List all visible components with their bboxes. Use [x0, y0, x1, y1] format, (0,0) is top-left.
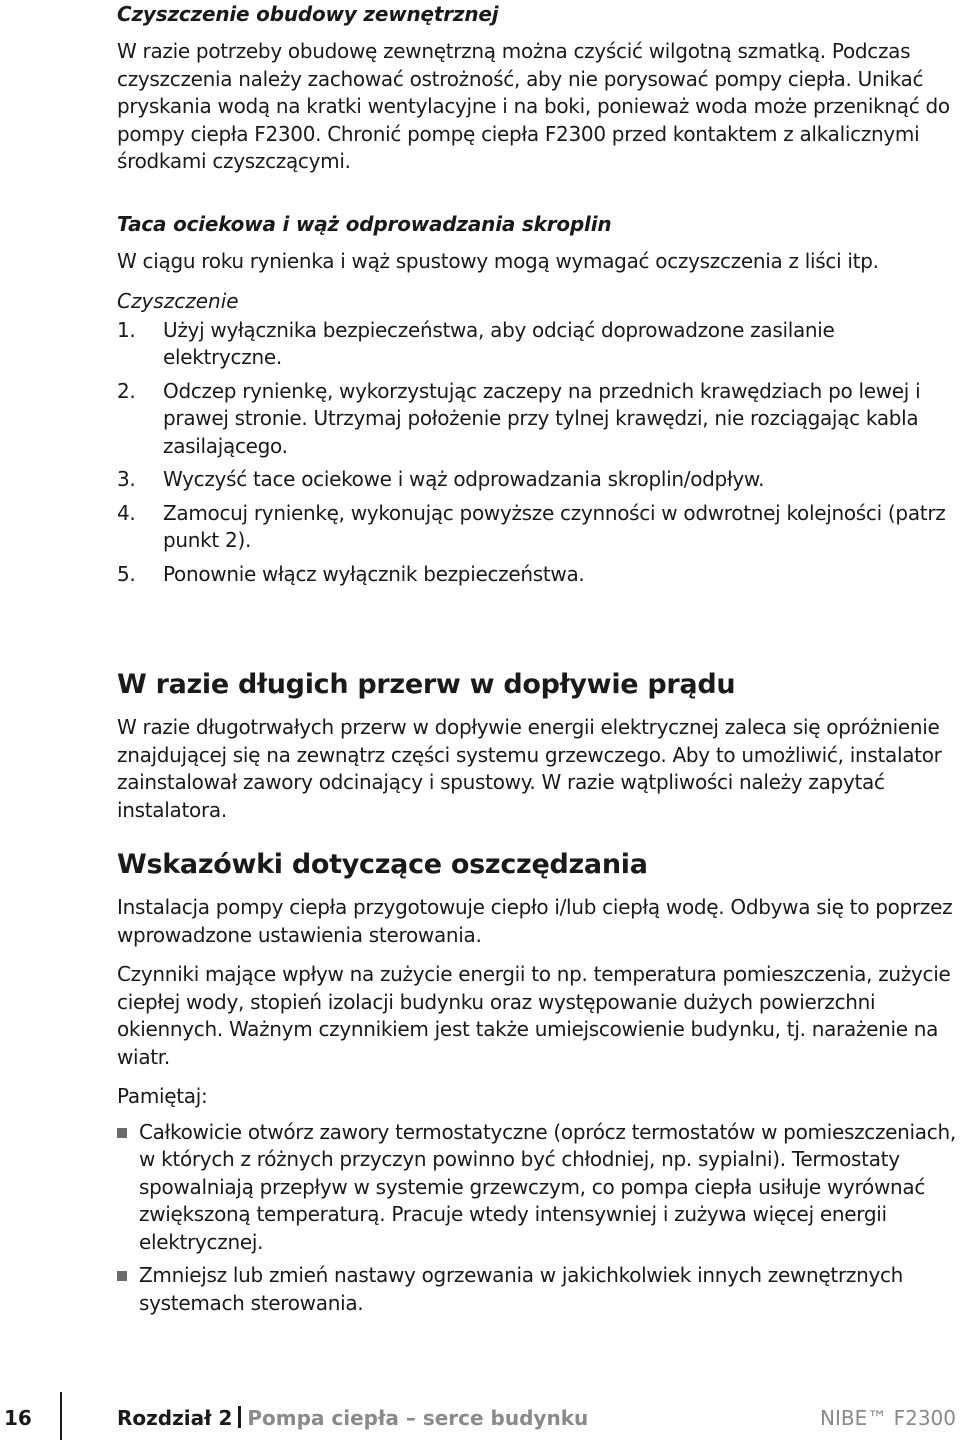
list-item: [117, 561, 957, 589]
page-footer: [0, 1406, 960, 1440]
chapter-label: Rozdział 2: [117, 1406, 233, 1430]
section-heading: W razie długich przerw w dopływie prądu: [117, 669, 736, 700]
bullet-list: [117, 1119, 957, 1318]
step-number: 5.: [117, 561, 136, 586]
list-item: [117, 466, 957, 494]
paragraph: Instalacja pompy ciepła przygotowuje ciepło i/lub ciepłą wodę. Odbywa się to poprzez wprowadzone ustawienia sterowania.: [117, 895, 953, 947]
chapter-title: [117, 1406, 588, 1430]
section-heading: Taca ociekowa i wąż odprowadzania skroplin: [117, 212, 612, 236]
paragraph: W ciągu roku rynienka i wąż spustowy mogą wymagać oczyszczenia z liści itp.: [117, 249, 879, 273]
chapter-separator: [238, 1406, 241, 1428]
bullet-text: Całkowicie otwórz zawory termostatyczne (oprócz termostatów w pomieszczeniach, w których z różnych przyczyn powinno być chłodniej, np. sypialni). Termostaty spowalniają przepływ w systemie grzewczym, co pompa ciepła usiłuje wyrównać zwiększoną temperaturą. Pracuje wtedy intensywniej i zużywa więcej energii elektrycznej.: [139, 1119, 956, 1254]
paragraph: W razie potrzeby obudowę zewnętrzną można czyścić wilgotną szmatką. Podczas czyszczenia należy zachować ostrożność, aby nie porysować pompy ciepła. Unikać pryskania wodą na kratki wentylacyjne i na boki, ponieważ woda może przeniknąć do pompy ciepła F2300. Chronić pompę ciepła F2300 przed kontaktem z alkalicznymi środkami czyszczącymi.: [117, 39, 950, 173]
step-list: [117, 317, 957, 589]
step-number: 1.: [117, 317, 136, 342]
remember-label: Pamiętaj:: [117, 1084, 208, 1108]
section-saving-tips: [117, 848, 957, 1323]
step-text: Zamocuj rynienkę, wykonując powyższe czynności w odwrotnej kolejności (patrz punkt 2).: [163, 500, 946, 552]
step-text: Użyj wyłącznika bezpieczeństwa, aby odciąć doprowadzone zasilanie elektryczne.: [163, 317, 835, 369]
product-name: NIBE™ F2300: [820, 1406, 956, 1430]
list-item: [117, 1119, 957, 1257]
page-number: 16: [4, 1406, 32, 1430]
step-number: 2.: [117, 378, 136, 403]
step-number: 3.: [117, 467, 136, 491]
chapter-subtitle: Pompa ciepła – serce budynku: [247, 1406, 589, 1430]
section-heading: Wskazówki dotyczące oszczędzania: [117, 849, 648, 880]
bullet-text: Zmniejsz lub zmień nastawy ogrzewania w jakichkolwiek innych zewnętrznych systemach sterowania.: [139, 1263, 904, 1315]
step-text: Wyczyść tace ociekowe i wąż odprowadzania skroplin/odpływ.: [163, 467, 765, 491]
paragraph: Czynniki mające wpływ na zużycie energii to np. temperatura pomieszczenia, zużycie ciepłej wody, stopień izolacji budynku oraz występowanie dużych powierzchni okiennych. Ważnym czynnikiem jest także umiejscowienie budynku, tj. narażenie na wiatr.: [117, 962, 951, 1069]
footer-divider: [60, 1392, 62, 1440]
square-bullet-icon: [117, 1119, 139, 1257]
step-text: Odczep rynienkę, wykorzystując zaczepy na przednich krawędziach po lewej i prawej stronie. Utrzymaj położenie przy tylnej krawędzi, nie rozciągając kabla zasilającego.: [163, 378, 921, 458]
step-number: 4.: [117, 500, 136, 525]
paragraph: W razie długotrwałych przerw w dopływie energii elektrycznej zaleca się opróżnienie znajdującej się na zewnątrz części systemu grzewczego. Aby to umożliwić, instalator zainstalował zawory odcinający i spustowy. W razie wątpliwości należy zapytać instalatora.: [117, 715, 942, 822]
square-bullet-icon: [117, 1262, 139, 1317]
list-item: [117, 1262, 957, 1317]
section-exterior-cleaning: [117, 0, 957, 188]
list-item: [117, 500, 957, 555]
section-power-outage: [117, 668, 957, 836]
subheading-cleaning: Czyszczenie: [117, 288, 239, 313]
section-drip-tray: [117, 210, 957, 594]
section-heading: Czyszczenie obudowy zewnętrznej: [117, 2, 499, 26]
list-item: [117, 378, 957, 461]
list-item: [117, 317, 957, 372]
step-text: Ponownie włącz wyłącznik bezpieczeństwa.: [163, 561, 585, 586]
